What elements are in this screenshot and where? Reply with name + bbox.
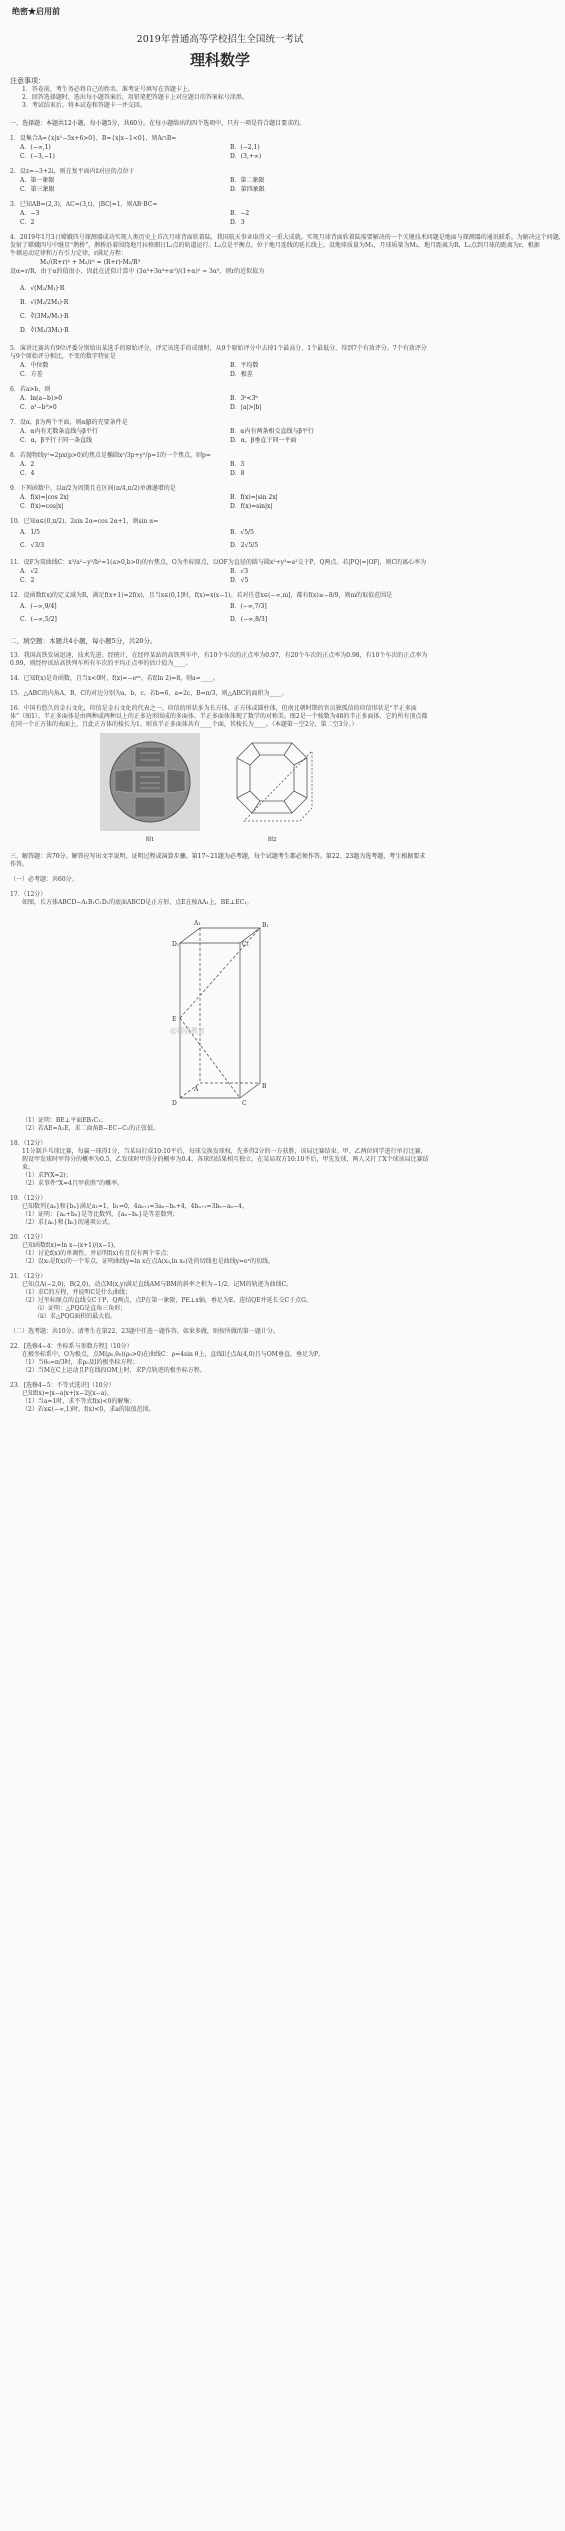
question-stem: 如图，长方体ABCD−A₁B₁C₁D₁的底面ABCD是正方形，点E在棱AA₁上，BE⊥EC₁。 bbox=[22, 899, 253, 906]
option-b: B．√5/5 bbox=[230, 529, 254, 536]
svg-text:E: E bbox=[172, 1016, 177, 1023]
question-stem: 2．设z=−3+2i，则在复平面内z̄对应的点位于 bbox=[10, 168, 135, 175]
polyhedron-diagram bbox=[222, 733, 322, 831]
option-c: C．第三象限 bbox=[20, 186, 55, 193]
options bbox=[10, 176, 430, 194]
option-c: C．a³−b³>0 bbox=[20, 404, 57, 411]
seal-photo-image bbox=[100, 733, 200, 831]
option-a: A．α内有无数条直线与β平行 bbox=[20, 428, 98, 435]
option-d: D．(−∞,8/3] bbox=[230, 616, 268, 623]
question-part: （2）若x∈(−∞,1)时，f(x)<0，求a的取值范围。 bbox=[22, 1406, 155, 1413]
question-stem: 11分制乒乓球比赛，每赢一球得1分，当某局打成10:10平后，每球交换发球权，先多得2分的一方获胜，该局比赛结束。甲、乙两位同学进行单打比赛，假设甲发球时甲得分的概率为0.5，乙发球时甲得分的概率为0.4，各球的结果相互独立。在某局双方10:10平后，甲先发球，两人又打了X个球该局比赛结束。 bbox=[22, 1148, 429, 1171]
question-stem: 1．设集合A={x|x²−5x+6>0}，B={x|x−1<0}，则A∩B= bbox=[10, 135, 177, 142]
options bbox=[10, 567, 430, 585]
question-15: 15．△ABC的内角A，B，C的对边分别为a，b，c。若b=6，a=2c，B=π/3，则△ABC的面积为____。 bbox=[10, 690, 288, 697]
option-d: D．√5 bbox=[230, 577, 249, 584]
figure-2-caption: 图2 bbox=[267, 837, 277, 843]
svg-text:D: D bbox=[172, 1100, 177, 1107]
option-b: B．√3 bbox=[230, 568, 249, 575]
question-7 bbox=[10, 419, 430, 445]
figures-row bbox=[10, 733, 430, 843]
option-c: C．f(x)=cos|x| bbox=[20, 503, 64, 510]
question-stem: 8．若抛物线y²=2px(p>0)的焦点是椭圆x²/3p+y²/p=1的一个焦点，则p= bbox=[10, 452, 211, 459]
question-part: （2）求{aₙ}和{bₙ}的通项公式。 bbox=[22, 1219, 114, 1226]
option-c: C．2 bbox=[20, 219, 35, 226]
question-part: （1）当a=1时，求不等式f(x)<0的解集； bbox=[22, 1398, 136, 1405]
question-part: （2）当M在C上运动且P在线段OM上时，求P点轨迹的极坐标方程。 bbox=[22, 1367, 206, 1374]
question-8 bbox=[10, 452, 430, 478]
option-c: C．2 bbox=[20, 577, 35, 584]
cuboid-diagram bbox=[160, 913, 280, 1113]
option-d: D．极差 bbox=[230, 371, 253, 378]
required-heading: （一）必考题：共60分。 bbox=[10, 876, 78, 883]
exam-page bbox=[0, 6, 565, 2531]
question-stem: 已知函数f(x)=ln x−(x+1)/(x−1)。 bbox=[22, 1242, 120, 1249]
question-head: 19．（12分） bbox=[10, 1195, 47, 1202]
options bbox=[10, 361, 430, 379]
options bbox=[10, 282, 430, 338]
question-21 bbox=[10, 1273, 430, 1321]
question-part: （1）求C的方程，并说明C是什么曲线； bbox=[22, 1289, 131, 1296]
option-a: A．−3 bbox=[20, 210, 40, 217]
question-22 bbox=[10, 1343, 430, 1375]
option-b: B．平均数 bbox=[230, 362, 259, 369]
option-b: B．(−∞,7/3] bbox=[230, 603, 267, 610]
question-17 bbox=[10, 891, 430, 1133]
option-b: B．第二象限 bbox=[230, 177, 265, 184]
question-3 bbox=[10, 201, 430, 227]
question-part: （1）当θ₀=π/3时，求ρ₀及l的极坐标方程； bbox=[22, 1359, 139, 1366]
options bbox=[10, 493, 430, 511]
svg-text:D₁: D₁ bbox=[172, 941, 180, 948]
option-c: C．∛(3M₂/M₁)·R bbox=[20, 313, 69, 320]
option-c: C．(−3,−1) bbox=[20, 153, 55, 160]
question-1 bbox=[10, 135, 430, 161]
note-item: 1．答卷前，考生务必将自己的姓名、准考证号填写在答题卡上。 bbox=[22, 86, 194, 93]
option-c: C．α，β平行于同一条直线 bbox=[20, 437, 93, 444]
options bbox=[10, 526, 430, 552]
equation: M₁/(R+r)² + M₂/r² = (R+r)·M₁/R³ bbox=[40, 259, 141, 266]
option-c: C．4 bbox=[20, 470, 35, 477]
question-head: 20．（12分） bbox=[10, 1234, 47, 1241]
exam-title: 2019年普通高等学校招生全国统一考试 bbox=[136, 34, 304, 45]
question-12 bbox=[10, 592, 430, 626]
note-item: 3．考试结束后，将本试卷和答题卡一并交回。 bbox=[22, 102, 146, 109]
notes-label: 注意事项： bbox=[10, 77, 45, 85]
figure-1 bbox=[100, 733, 200, 843]
option-a: A．中位数 bbox=[20, 362, 49, 369]
option-a: A．2 bbox=[20, 461, 35, 468]
question-14: 14．已知f(x)是奇函数，且当x<0时，f(x)=−eᵃˣ。若f(ln 2)=8，则a=____。 bbox=[10, 675, 219, 682]
question-19 bbox=[10, 1195, 430, 1227]
question-stem: 3．已知AB=(2,3)，AC=(3,t)，|BC|=1，则AB·BC= bbox=[10, 201, 158, 208]
option-d: D．第四象限 bbox=[230, 186, 265, 193]
option-b: B．f(x)=|sin 2x| bbox=[230, 494, 278, 501]
question-stem: 11．设F为双曲线C：x²/a²−y²/b²=1(a>0,b>0)的右焦点，O为坐标原点，以OF为直径的圆与圆x²+y²=a²交于P，Q两点。若|PQ|=|OF|，则C的离心率为 bbox=[10, 559, 427, 566]
question-head: 17．（12分） bbox=[10, 891, 47, 898]
question-stem: 9．下列函数中，以π/2为周期且在区间(π/4,π/2)单调递增的是 bbox=[10, 485, 176, 492]
svg-text:A₁: A₁ bbox=[194, 920, 201, 927]
option-d: D．f(x)=sin|x| bbox=[230, 503, 273, 510]
options bbox=[10, 460, 430, 478]
question-4 bbox=[10, 234, 565, 338]
question-part: （2）求事件“X=4且甲获胜”的概率。 bbox=[22, 1180, 124, 1187]
part2-heading: 二、填空题：本题共4小题，每小题5分，共20分。 bbox=[10, 637, 157, 645]
question-part: （1）求P(X=2)； bbox=[22, 1172, 72, 1179]
option-c: C．√3/3 bbox=[20, 542, 45, 549]
option-a: A．1/5 bbox=[20, 529, 40, 536]
option-c: C．方差 bbox=[20, 371, 43, 378]
svg-text:C: C bbox=[242, 1100, 247, 1107]
question-subpart: （i）证明：△PQG是直角三角形； bbox=[34, 1305, 127, 1312]
options bbox=[10, 143, 430, 161]
option-d: D．2√5/5 bbox=[230, 542, 259, 549]
option-d: D．α，β垂直于同一平面 bbox=[230, 437, 297, 444]
question-2 bbox=[10, 168, 430, 194]
question-20 bbox=[10, 1234, 430, 1266]
option-b: B．√(M₂/2M₁)·R bbox=[20, 299, 69, 306]
option-d: D．∛(M₂/3M₁)·R bbox=[20, 327, 69, 334]
option-d: D．(3,+∞) bbox=[230, 153, 262, 160]
question-stem: 4．2019年1月3日嫦娥四号探测器成功实现人类历史上首次月球背面软着陆，我国航天事业取得又一重大成就。实现月球背面软着陆需要解决的一个关键技术问题是地面与探测器的通讯联系。为解决这个问题， bbox=[10, 234, 565, 241]
question-part: （2）若AE=A₁E，求二面角B−EC−C₁的正弦值。 bbox=[22, 1125, 160, 1132]
question-stem: 12．设函数f(x)的定义域为R，满足f(x+1)=2f(x)，且当x∈(0,1]时，f(x)=x(x−1)。若对任意x∈(−∞,m]，都有f(x)≥−8/9，则m的取值范围是 bbox=[10, 592, 393, 599]
figure-1-caption: 图1 bbox=[145, 837, 155, 843]
option-b: B．(−2,1) bbox=[230, 144, 260, 151]
exam-subject: 理科数学 bbox=[189, 51, 250, 69]
question-part: （2）过坐标原点的直线交C于P，Q两点，点P在第一象限，PE⊥x轴，垂足为E，连结QE并延长交C于点G。 bbox=[22, 1297, 312, 1304]
option-c: C．(−∞,5/2] bbox=[20, 616, 57, 623]
question-part: （1）证明：{aₙ+bₙ}是等比数列，{aₙ−bₙ}是等差数列； bbox=[22, 1211, 179, 1218]
part3-heading: 三、解答题：共70分。解答应写出文字说明、证明过程或演算步骤。第17~21题为必考题，每个试题考生都必须作答。第22、23题为选考题，考生根据要求作答。 bbox=[10, 853, 426, 868]
question-subpart: （ii）求△PQG面积的最大值。 bbox=[34, 1313, 117, 1320]
note-item: 2．回答选择题时，选出每小题答案后，用铅笔把答题卡上对应题目的答案标号涂黑。 bbox=[22, 94, 248, 101]
svg-text:B₁: B₁ bbox=[262, 922, 269, 929]
watermark: @搜狐教育 bbox=[170, 1027, 205, 1035]
question-stem: 已知f(x)=|x−a|x+|x−2|(x−a)。 bbox=[22, 1390, 113, 1397]
question-stem-cont: 设α=r/R，由于α的值很小，因此在近似计算中 (3α³+3α⁴+α⁵)/(1+α)² ≈ 3α³，则r的近似值为 bbox=[10, 268, 265, 275]
option-a: A．(−∞,1) bbox=[20, 144, 51, 151]
question-head: 18．（12分） bbox=[10, 1140, 47, 1147]
question-16: 16．中国有悠久的金石文化，印信是金石文化的代表之一。印信的形状多为长方体、正方体或圆柱体，但南北朝时期的官员独孤信的印信形状是“半正多面体”（图1）。半正多面体是由两种或两种以上的正多边形围成的多面体。半正多面体体现了数学的对称美。图2是一个棱数为48的半正多面体，它的所有顶点都在同一个正方体的表面上，且此正方体的棱长为1。则该半正多面体共有____个面，其棱长为____。（本题第一空2分，第二空3分。） bbox=[10, 705, 428, 728]
question-part: （1）讨论f(x)的单调性，并证明f(x)有且仅有两个零点； bbox=[22, 1250, 173, 1257]
option-a: A．f(x)=|cos 2x| bbox=[20, 494, 69, 501]
options bbox=[10, 427, 430, 445]
question-11 bbox=[10, 559, 430, 585]
question-head: 21．（12分） bbox=[10, 1273, 47, 1280]
option-d: D．3 bbox=[230, 219, 245, 226]
option-a: A．√(M₂/M₁)·R bbox=[20, 285, 65, 292]
svg-text:B: B bbox=[262, 1083, 267, 1090]
question-stem-cont: 牛顿运动定律和万有引力定律，r满足方程： bbox=[10, 250, 127, 257]
option-b: B．α内有两条相交直线与β平行 bbox=[230, 428, 314, 435]
question-part: （1）证明：BE⊥平面EB₁C₁； bbox=[22, 1117, 107, 1124]
question-stem: 在极坐标系中，O为极点，点M(ρ₀,θ₀)(ρ₀>0)在曲线C：ρ=4sin θ上，直线l过点A(4,0)且与OM垂直，垂足为P。 bbox=[22, 1351, 324, 1358]
optional-heading: （二）选考题：共10分。请考生在第22、23题中任选一题作答。如果多做，则按所做的第一题计分。 bbox=[10, 1328, 279, 1335]
question-6 bbox=[10, 386, 430, 412]
option-b: B．3 bbox=[230, 461, 245, 468]
question-stem-cont: 发射了嫦娥四号中继星“鹊桥”，鹊桥沿着围绕地月拉格朗日L₂点的轨道运行。L₂点是平衡点，位于地月连线的延长线上。设地球质量为M₁，月球质量为M₂，地月距离为R，L₂点到月球的距离为r，根据 bbox=[10, 242, 540, 249]
question-5 bbox=[10, 345, 430, 379]
question-10 bbox=[10, 518, 430, 552]
question-stem: 已知数列{aₙ}和{bₙ}满足a₁=1，b₁=0，4aₙ₊₁=3aₙ−bₙ+4，4bₙ₊₁=3bₙ−aₙ−4。 bbox=[22, 1203, 248, 1210]
question-13: 13．我国高铁发展迅速，技术先进。经统计，在经停某站的高铁列车中，有10个车次的正点率为0.97，有20个车次的正点率为0.98，有10个车次的正点率为0.99，则经停该站高铁列车所有车次的平均正点率的估计值为____。 bbox=[10, 652, 428, 667]
options bbox=[10, 394, 430, 412]
options bbox=[10, 209, 430, 227]
part1-heading: 一、选择题：本题共12小题，每小题5分，共60分。在每小题给出的四个选项中，只有一项是符合题目要求的。 bbox=[10, 120, 306, 127]
svg-text:C₁: C₁ bbox=[242, 941, 249, 948]
option-a: A．ln(a−b)>0 bbox=[20, 395, 63, 402]
question-stem: 6．若a>b，则 bbox=[10, 386, 51, 393]
option-a: A．√2 bbox=[20, 568, 38, 575]
question-18 bbox=[10, 1140, 430, 1188]
question-stem: 10．已知α∈(0,π/2)，2sin 2α=cos 2α+1，则sin α= bbox=[10, 518, 159, 525]
figure-2 bbox=[222, 733, 322, 843]
question-stem: 7．设α，β为两个平面，则α∥β的充要条件是 bbox=[10, 419, 128, 426]
question-stem: 已知点A(−2,0)，B(2,0)，动点M(x,y)满足直线AM与BM的斜率之积为−1/2。记M的轨迹为曲线C。 bbox=[22, 1281, 293, 1288]
svg-text:A: A bbox=[194, 1086, 199, 1093]
question-head: 22．[选修4−4：坐标系与参数方程]（10分） bbox=[10, 1343, 133, 1350]
option-d: D．8 bbox=[230, 470, 245, 477]
option-b: B．−2 bbox=[230, 210, 250, 217]
question-stem: 5．演讲比赛共有9位评委分别给出某选手的原始评分，评定该选手的成绩时，从9个原始评分中去掉1个最高分、1个最低分，得到7个有效评分。7个有效评分与9个原始评分相比，不变的数字特征是 bbox=[10, 345, 427, 360]
option-b: B．3ᵃ<3ᵇ bbox=[230, 395, 258, 402]
question-23 bbox=[10, 1382, 430, 1414]
question-9 bbox=[10, 485, 430, 511]
option-a: A．第一象限 bbox=[20, 177, 55, 184]
question-head: 23．[选修4−5：不等式选讲]（10分） bbox=[10, 1382, 115, 1389]
option-d: D．|a|>|b| bbox=[230, 404, 262, 411]
secret-label: 绝密★启用前 bbox=[12, 6, 60, 16]
options bbox=[10, 600, 430, 626]
question-part: （2）设x₀是f(x)的一个零点，证明曲线y=ln x在点A(x₀,ln x₀)处的切线也是曲线y=eˣ的切线。 bbox=[22, 1258, 275, 1265]
option-a: A．(−∞,9/4] bbox=[20, 603, 57, 610]
